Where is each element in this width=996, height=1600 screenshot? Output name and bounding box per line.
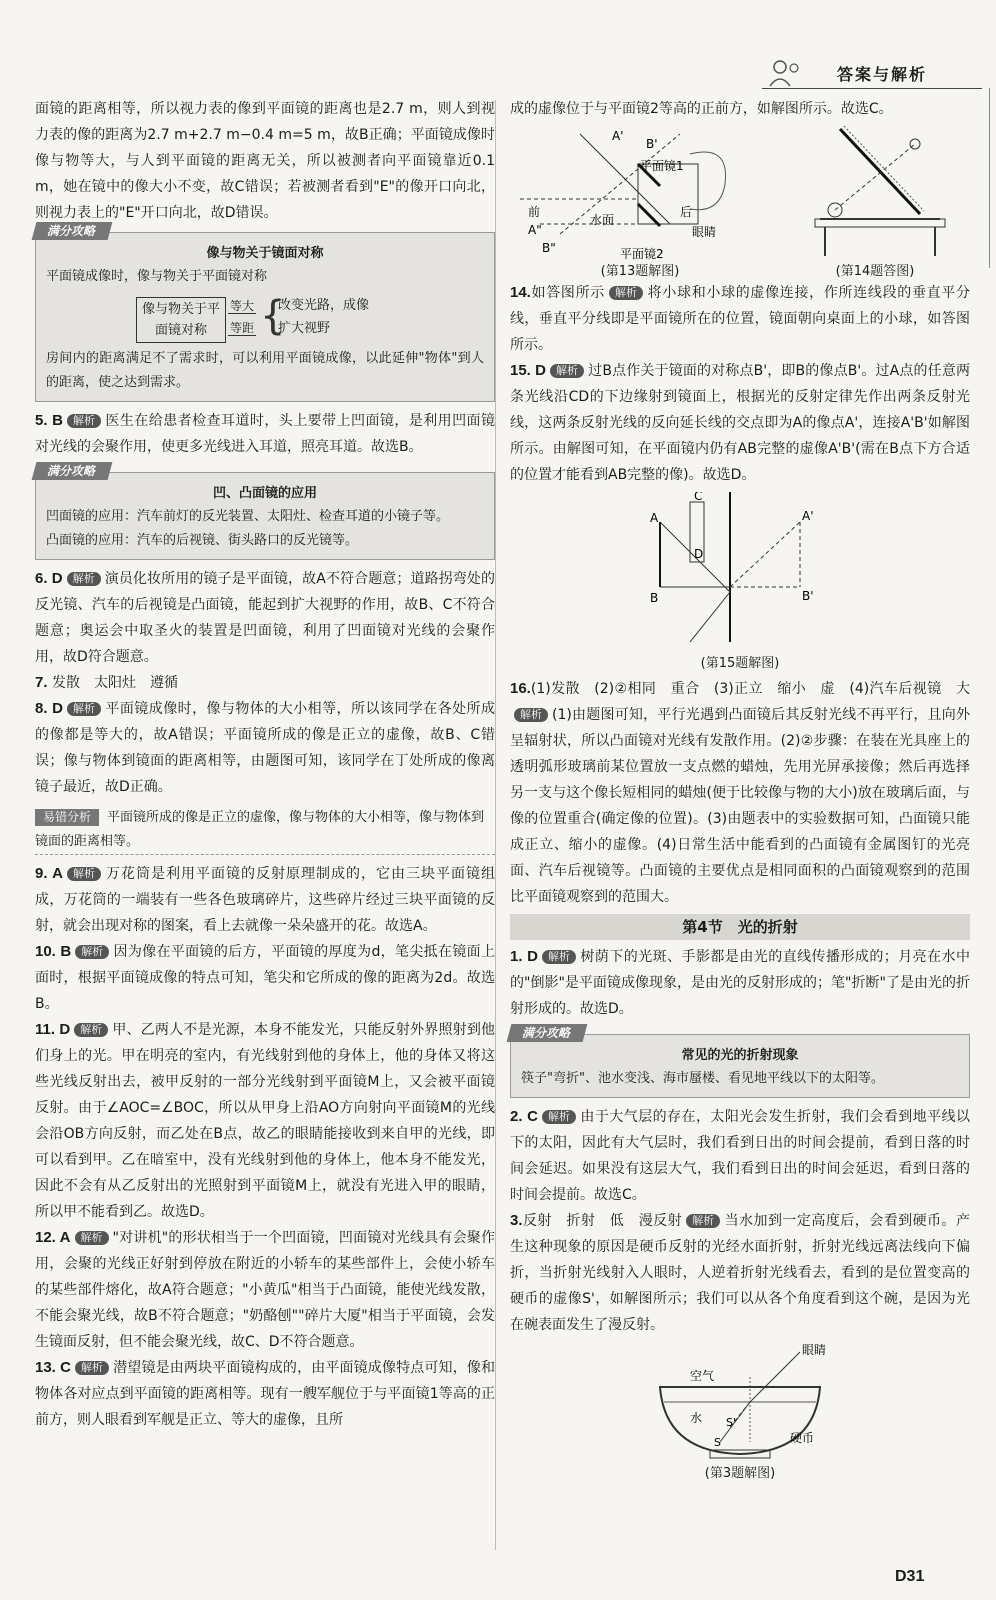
question-16: 16.(1)发散 (2)②相同 重合 (3)正立 缩小 虚 (4)汽车后视镜 大解析 (1)由题图可知，平行光遇到凸面镜后其反射光线不再平行，且向外呈辐射状，所以凸面镜对光线有发散作用。(2)②步骤：在装在光具座上的透明弧形玻璃前某位置放一支点燃的蜡烛，先用光屏承接像；然后再选择另一支与这个像长短相同的蜡烛(便于比较像与物的大小)放在玻璃后面，与像的位置重合(确定像的位置)。(3)由题表中的实验数据可知，凸面镜只能成正立、缩小的虚像。(4)日常生活中能看到的凸面镜有金属图钉的光亮面、汽车后视镜等。凸面镜的主要优点是相同面积的凸面镜观察到的范围比平面镜观察到的范围大。 [510, 680, 970, 905]
fig15-label: B' [802, 589, 814, 603]
fig13-label: B' [646, 137, 658, 151]
tip-box-title: 像与物关于镜面对称 [206, 246, 324, 261]
question-8: 8. D 解析 平面镜成像时，像与物体的大小相等，所以该同学在各处所成的像都是等大的，故A错误；平面镜所成的像是正立的虚像，故B、C错误；像与物体到镜面的距离相等，由题图可知，该同学在丁处所成的像离镜子最近，故D正确。 [35, 700, 496, 795]
fig3-label: 水 [690, 1411, 703, 1425]
fig3-label: S [714, 1436, 721, 1449]
periscope-figure [520, 124, 750, 264]
tip-box-line: 凹面镜的应用：汽车前灯的反光装置、太阳灶、检查耳道的小镜子等。 [46, 509, 450, 524]
fig3-caption: (第3题解图) [704, 1466, 776, 1481]
fig14-caption: (第14题答图) [835, 264, 915, 279]
diagram-right-top: 改变光路，成像 [278, 298, 370, 313]
analysis-tag: 解析 [514, 708, 548, 722]
page-header [762, 58, 982, 98]
q13-continuation: 成的虚像位于与平面镜2等高的正前方，如解图所示。故选C。 [510, 101, 893, 117]
fig13-label: A" [528, 223, 542, 237]
column-divider [495, 100, 496, 1550]
diagram-arrow-bottom: 等距 [230, 321, 255, 335]
fig15-label: D [694, 547, 704, 561]
header-title: 答案与解析 [836, 65, 927, 84]
analysis-tag: 解析 [67, 702, 101, 716]
analysis-tag: 解析 [67, 572, 101, 586]
intro-paragraph: 面镜的距离相等，所以视力表的像到平面镜的距离也是2.7 m，则人到视力表的像的距离为2.7 m+2.7 m−0.4 m=5 m，故B正确；平面镜成像时像与物等大，与人到平面镜的距离无关，所以被测者向平面镜靠近0.1 m，她在镜中的像大小不变，故C错误；若被测者看到"E"的像开口向北，则视力表上的"E"开口向北，故D错误。 [35, 101, 495, 221]
tip-box-tag: 满分攻略 [507, 1024, 588, 1042]
fig3-label: 空气 [690, 1369, 715, 1383]
analysis-tag: 解析 [75, 1231, 109, 1245]
fig13-label: 眼睛 [692, 225, 717, 239]
tip-box-1 [35, 224, 495, 402]
section-title: 第4节 光的折射 [510, 914, 970, 940]
tip-box-line: 平面镜成像时，像与物关于平面镜对称 [46, 269, 268, 284]
analysis-tag: 解析 [609, 286, 643, 300]
header-rule [762, 88, 982, 89]
analysis-tag: 解析 [67, 867, 101, 881]
analysis-tag: 解析 [550, 364, 584, 378]
figures-row-13-14 [510, 122, 970, 280]
fig15-caption: (第15题解图) [700, 656, 780, 671]
fig13-label: A' [612, 129, 624, 143]
fig15-label: A' [802, 509, 814, 523]
question-7: 7. 发散 太阳灶 遵循 [35, 674, 178, 691]
analysis-tag: 解析 [686, 1214, 720, 1228]
error-analysis-tag: 易错分析 [35, 809, 99, 826]
mirror-ball-figure [800, 124, 950, 259]
question-5: 5. B 解析 医生在给患者检查耳道时，头上要带上凹面镜，是利用凹面镜对光线的会聚作用，使更多光线进入耳道，照亮耳道。故选B。 [35, 412, 496, 455]
tip-box-tag: 满分攻略 [32, 222, 113, 240]
question-15: 15. D 解析 过B点作关于镜面的对称点B'，即B的像点B'。过A点的任意两条光线沿CD的下边缘射到镜面上，根据光的反射定律先作出两条反射光线，这两条反射光线的反向延长线的交点即为A的像点A'，连接A'B'如解图所示。由解图可知，在平面镜内仍有AB完整的虚像A'B'(需在B点下方合适的位置才能看到AB完整的像)。故选D。 [510, 362, 970, 483]
question-11: 11. D 解析 甲、乙两人不是光源，本身不能发光，只能反射外界照射到他们身上的光。甲在明亮的室内，有光线射到他的身体上，他的身体又将这些光线反射出去，被甲反射的一部分光线射到平面镜M上，又会被平面镜反射。由于∠AOC=∠BOC，所以从甲身上沿AO方向射向平面镜M的光线会沿OB方向反射，而乙处在B点，故乙的眼睛能接收到来自甲的光线，即可以看到甲。乙在暗室中，没有光线射到他的身体上，他本身不能发光，因此不会有从乙反射出的光照射到平面镜M上，就没有光进入甲的眼睛，所以甲不能看到乙。故选D。 [35, 1021, 495, 1220]
analysis-tag: 解析 [542, 1110, 576, 1124]
analysis-tag: 解析 [75, 1361, 109, 1375]
tip-box-tag: 满分攻略 [32, 462, 113, 480]
diagram-right-bottom: 扩大视野 [278, 321, 331, 336]
fig13-label: 后 [680, 205, 693, 219]
person-icon [768, 58, 802, 88]
diagram-left-box: 像与物关于平面镜对称 [136, 297, 226, 343]
fig15-wrap [510, 488, 970, 676]
tip-box-line: 筷子"弯折"、池水变浅、海市蜃楼、看见地平线以下的太阳等。 [521, 1071, 884, 1086]
fig3-wrap [510, 1338, 970, 1488]
fig15-label: C [694, 492, 703, 503]
analysis-tag: 解析 [75, 945, 109, 959]
analysis-tag: 解析 [74, 1023, 108, 1037]
tip-box-title: 凹、凸面镜的应用 [212, 486, 317, 501]
fig15-label: A [650, 511, 659, 525]
question-s3: 3.反射 折射 低 漫反射 解析 当水加到一定高度后，会看到硬币。产生这种现象的原因是硬币反射的光经水面折射，折射光线远离法线向下偏折，当折射光线射入人眼时，人逆着折射光线看去，看到的是位置变高的硬币的虚像S'，如解图所示；我们可以从各个角度看到这个碗，是因为光在碗表面发生了漫反射。 [510, 1212, 971, 1333]
question-13: 13. C 解析 潜望镜是由两块平面镜构成的，由平面镜成像特点可知，像和物体各对应点到平面镜的距离相等。现有一艘军舰位于与平面镜1等高的正前方，则人眼看到军舰是正立、等大的虚像，且所 [35, 1359, 495, 1428]
analysis-tag: 解析 [67, 414, 101, 428]
mirror-image-figure [650, 492, 830, 652]
tip-box-line: 房间内的距离满足不了需求时，可以利用平面镜成像，以此延伸"物体"到人的距离，使之达到需求。 [46, 351, 484, 390]
fig13-caption: (第13题解图) [600, 264, 680, 279]
right-column [510, 96, 970, 1488]
diagram-arrow-top: 等大 [230, 299, 255, 313]
tip-box-line: 凸面镜的应用：汽车的后视镜、街头路口的反光镜等。 [46, 533, 359, 548]
tip-box-2 [35, 464, 495, 560]
fig3-label: 硬币 [790, 1431, 815, 1445]
fig15-label: B [650, 591, 659, 605]
symmetry-diagram [126, 291, 484, 345]
fig13-label: 平面镜1 [640, 159, 684, 173]
fig3-label: 眼睛 [802, 1343, 827, 1357]
question-6: 6. D 解析 演员化妆所用的镜子是平面镜，故A不符合题意；道路拐弯处的反光镜、汽车的后视镜是凸面镜，能起到扩大视野的作用，故B、C不符合题意；奥运会中取圣火的装置是凹面镜，利用了凹面镜对光线的会聚作用，故D符合题意。 [35, 570, 496, 665]
question-10: 10. B 解析 因为像在平面镜的后方，平面镜的厚度为d，笔尖抵在镜面上面时，根据平面镜成像的特点可知，笔尖和它所成的像的距离为2d。故选B。 [35, 943, 495, 1012]
fig13-label: B" [542, 241, 556, 255]
bowl-coin-figure [640, 1342, 840, 1467]
side-rule [989, 88, 990, 268]
fig3-label: S' [726, 1416, 737, 1429]
question-s2: 2. C 解析 由于大气层的存在，太阳光会发生折射，我们会看到地平线以下的太阳，因此有大气层时，我们看到日出的时间会提前，看到日落的时间会延迟。如果没有这层大气，我们看到日出的时间会延迟，看到日落的时间会提前。故选C。 [510, 1108, 971, 1203]
fig13-label: 前 [528, 205, 541, 219]
question-12: 12. A 解析 "对讲机"的形状相当于一个凹面镜，凹面镜对光线具有会聚作用，会聚的光线正好射到停放在附近的小轿车的某些部件上，会使小轿车的某些部件熔化，故A符合题意；"小黄瓜"相当于凸面镜，能使光线发散，不能会聚光线，故B不符合题意；"奶酪刨""碎片大厦"相当于平面镜，会发生镜面反射，但不能会聚光线，故C、D不符合题意。 [35, 1229, 495, 1350]
fig13-label: 水面 [590, 213, 615, 227]
tip-box-3 [510, 1026, 970, 1098]
analysis-tag: 解析 [542, 950, 576, 964]
left-column [35, 96, 495, 1433]
fig13-label: 平面镜2 [620, 247, 664, 261]
tip-box-title: 常见的光的折射现象 [681, 1048, 799, 1063]
question-14: 14.如答图所示 解析 将小球和小球的虚像连接，作所连线段的垂直平分线，垂直平分线即是平面镜所在的位置，镜面朝向桌面上的小球，如答图所示。 [510, 284, 971, 353]
question-s1: 1. D 解析 树荫下的光斑、手影都是由光的直线传播形成的；月亮在水中的"倒影"是平面镜成像现象，是由光的反射形成的；笔"折断"了是由光的折射形成的。故选D。 [510, 948, 971, 1017]
diagram-brace-icon: { [260, 293, 286, 339]
error-analysis-box: 易错分析 平面镜所成的像是正立的虚像，像与物体的大小相等，像与物体到镜面的距离相等。 [35, 806, 495, 855]
page-number: D31 [895, 1568, 925, 1585]
question-9: 9. A 解析 万花筒是利用平面镜的反射原理制成的，它由三块平面镜组成，万花筒的一端装有一些各色玻璃碎片，这些碎片经过三块平面镜的反射，就会出现对称的图案，看上去就像一朵朵盛开的花。故选A。 [35, 865, 496, 934]
